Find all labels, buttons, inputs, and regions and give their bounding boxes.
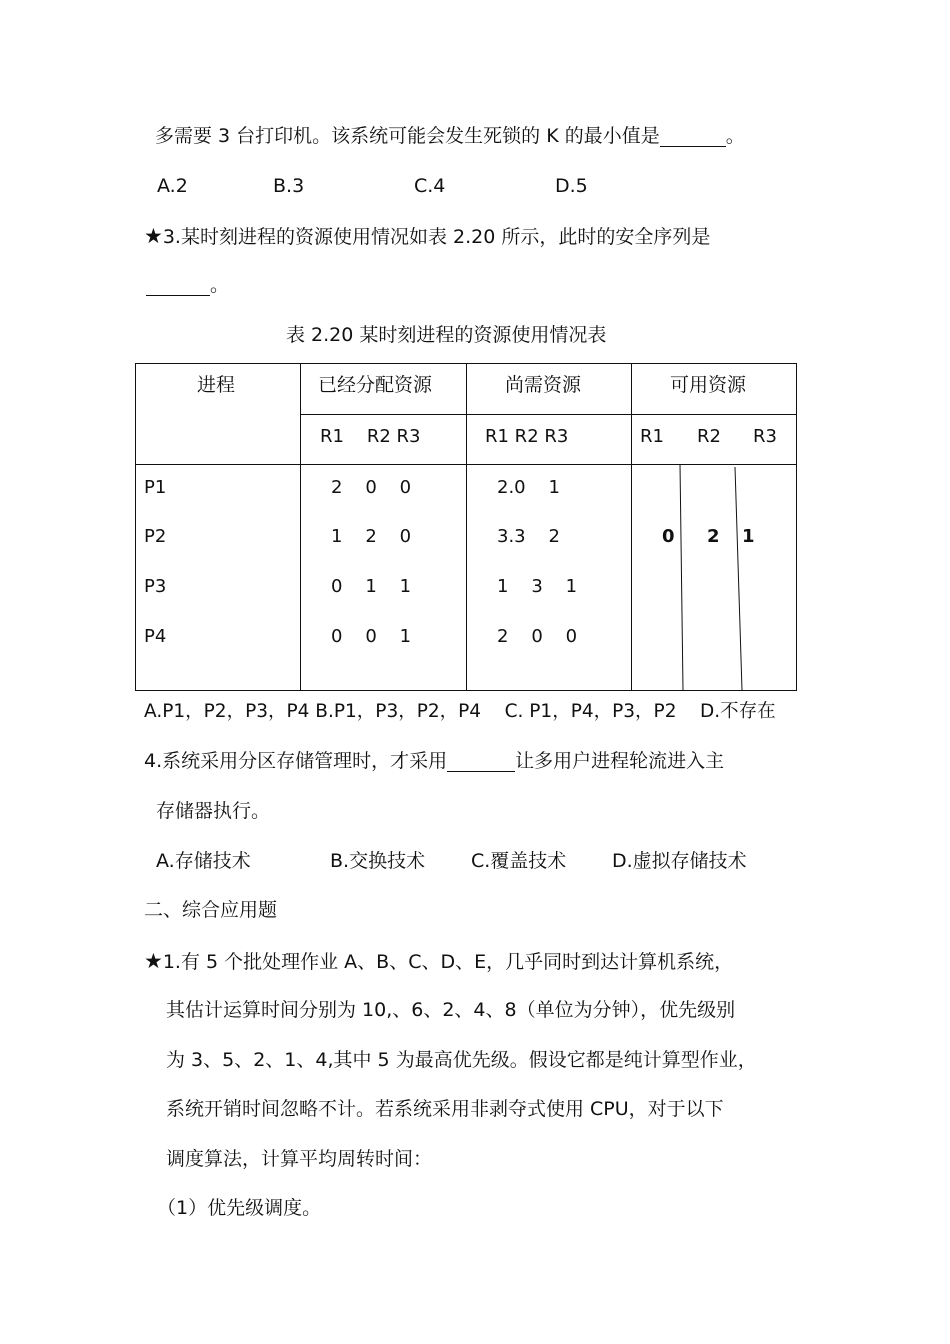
q4-question [144, 752, 724, 772]
s2-q1-text1: 1.有 5 个批处理作业 A、B、C、D、E，几乎同时到达计算机系统， [162, 951, 734, 973]
row-p4-need: 2 0 0 [497, 626, 578, 647]
q2-option-d: D.5 [555, 175, 588, 197]
s2-q1-line2: 其估计运算时间分别为 10,、6、2、4、8（单位为分钟），优先级别 [166, 999, 736, 1021]
subheader-available-r2: R2 [697, 426, 721, 447]
row-p2-allocated: 1 2 0 [331, 526, 412, 547]
q4-option-b: B.交换技术 [330, 850, 426, 872]
row-p3-allocated: 0 1 1 [331, 576, 412, 597]
row-p1-need: 2.0 1 [497, 477, 560, 498]
q3-question [144, 226, 710, 247]
q4-option-c: C.覆盖技术 [471, 850, 567, 872]
header-need: 尚需资源 [505, 374, 582, 396]
q4-option-a: A.存储技术 [156, 850, 251, 872]
q4-text-after: 让多用户进程轮流进入主 [515, 750, 725, 772]
subheader-need: R1 R2 R3 [485, 426, 569, 447]
table-col-sep-1 [300, 363, 301, 691]
q3-period: 。 [210, 274, 230, 296]
q2-answer-blank [660, 127, 726, 147]
row-p1-allocated: 2 0 0 [331, 477, 412, 498]
q4-text: 4.系统采用分区存储管理时，才采用 [144, 750, 448, 772]
row-p2-process: P2 [144, 526, 167, 547]
row-p3-need: 1 3 1 [497, 576, 578, 597]
table-border-left [135, 363, 136, 691]
header-process: 进程 [197, 374, 236, 396]
q4-option-d: D.虚拟存储技术 [612, 850, 747, 872]
q2-option-c: C.4 [414, 175, 446, 197]
row-p1-process: P1 [144, 477, 167, 498]
row-p3-process: P3 [144, 576, 167, 597]
row-p4-process: P4 [144, 626, 167, 647]
q2-option-a: A.2 [157, 175, 188, 197]
resource-table [135, 363, 797, 691]
s2-q1-line5: 调度算法，计算平均周转时间： [166, 1148, 433, 1170]
q4-question-line2: 存储器执行。 [156, 800, 271, 822]
section-title: 二、综合应用题 [144, 899, 278, 921]
s2-q1-line4: 系统开销时间忽略不计。若系统采用非剥夺式使用 CPU，对于以下 [166, 1098, 724, 1120]
table-subheader-sep [300, 414, 797, 415]
s2-q1-line3: 为 3、5、2、1、4,其中 5 为最高优先级。假设它都是纯计算型作业， [166, 1049, 757, 1071]
q2-text: 多需要 3 台打印机。该系统可能会发生死锁的 K 的最小值是 [155, 125, 660, 147]
available-column-lines [631, 464, 797, 691]
star-icon: ★ [144, 224, 163, 248]
subheader-allocated: R1 R2 R3 [320, 426, 421, 447]
available-r3-value: 1 [742, 526, 755, 547]
q3-text: 3.某时刻进程的资源使用情况如表 2.20 所示，此时的安全序列是 [162, 226, 711, 248]
table-col-sep-2 [466, 363, 467, 691]
q2-period: 。 [725, 125, 745, 147]
available-r1-value: 0 [662, 526, 675, 547]
s2-q1-line1 [144, 951, 733, 972]
q2-option-b: B.3 [273, 175, 305, 197]
available-r2-value: 2 [707, 526, 720, 547]
q3-answer-blank [146, 276, 210, 296]
table-caption: 表 2.20 某时刻进程的资源使用情况表 [286, 324, 607, 346]
header-allocated: 已经分配资源 [318, 374, 433, 396]
row-p2-need: 3.3 2 [497, 526, 560, 547]
q4-answer-blank [447, 752, 515, 772]
row-p4-allocated: 0 0 1 [331, 626, 412, 647]
q3-options: A.P1，P2，P3，P4 B.P1，P3，P2，P4 C. P1，P4，P3，P2 D.不存在 [144, 701, 776, 722]
q2-text-line [155, 127, 745, 147]
q3-answer-line [146, 276, 229, 296]
subheader-available-r1: R1 [640, 426, 664, 447]
subheader-available-r3: R3 [753, 426, 777, 447]
header-available: 可用资源 [670, 374, 747, 396]
star-icon: ★ [144, 949, 163, 973]
s2-q1-sub1: （1）优先级调度。 [157, 1197, 322, 1219]
